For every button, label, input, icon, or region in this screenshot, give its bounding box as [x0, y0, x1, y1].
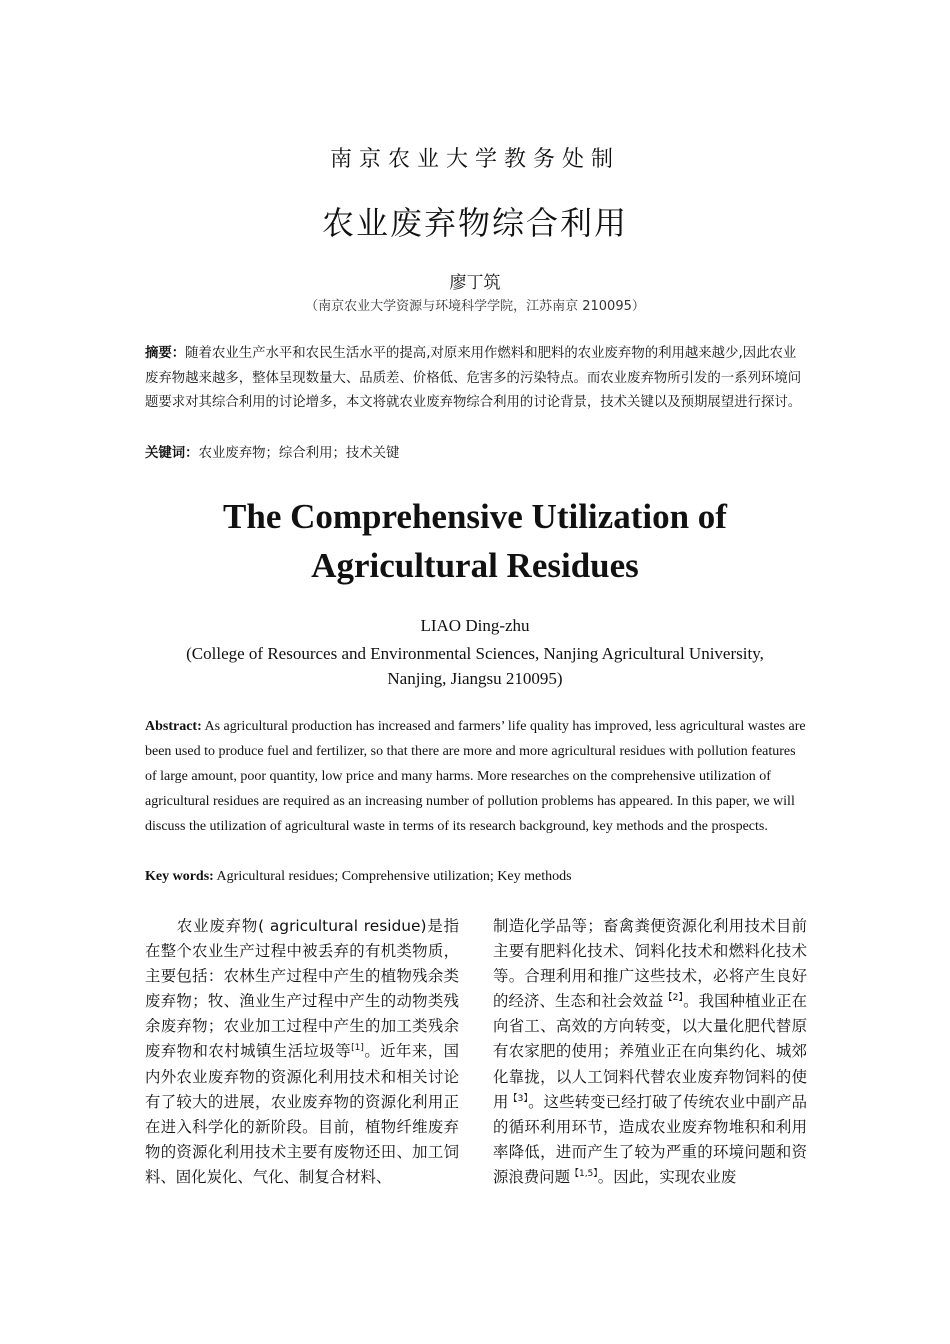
- body-column-left: [145, 914, 459, 1190]
- body-left-text-1: 农业废弃物( agricultural residue)是指在整个农业生产过程中被丢弃的有机类物质，主要包括：农林生产过程中产生的植物残余类废弃物；牧、渔业生产过程中产生的动物类残余废弃物；农业加工过程中产生的加工类残余废弃物和农村城镇生活垃圾等: [145, 917, 459, 1061]
- issuer-header: 南京农业大学教务处制: [329, 147, 620, 172]
- citation-1: [1]: [351, 1043, 364, 1054]
- cn-title: 农业废弃物综合利用: [321, 204, 628, 242]
- body-column-right: [493, 914, 807, 1190]
- cn-abstract-label: 摘要：: [145, 346, 186, 361]
- citation-2: 【2】: [663, 993, 684, 1004]
- cn-affiliation: （南京农业大学资源与环境科学学院，江苏南京 210095）: [305, 299, 645, 314]
- en-keywords: [145, 864, 810, 889]
- cn-abstract: [145, 342, 807, 416]
- body-right-text-3: 。这些转变已经打破了传统农业中副产品的循环利用环节，造成农业废弃物堆积和利用率降低，进而产生了较为严重的环境问题和资源浪费问题: [493, 1092, 807, 1186]
- en-abstract-text: As agricultural production has increased and farmers’ life quality has improved, less agricultural wastes are been used to produce fuel and fertilizer, so that there are more and more agricultural residues with pollution features of large amount, poor quantity, low price and many harms. More researches on the comprehensive utilization of agricultural residues are required as an increasing number of pollution problems has appeared. In this paper, we will discuss the utilization of agricultural waste in terms of its research background, key methods and the prospects.: [145, 719, 806, 834]
- en-keywords-text: Agricultural residues; Comprehensive utilization; Key methods: [213, 869, 572, 884]
- body-right-text-4: 。因此，实现农业废: [597, 1167, 737, 1186]
- body-left-text-2: 。近年来，国内外农业废弃物的资源化利用技术和相关讨论有了较大的进展，农业废弃物的资源化利用正在进入科学化的新阶段。目前，植物纤维废弃物的资源化利用技术主要有废物还田、加工饲料、固化炭化、气化、制复合材料、: [145, 1042, 459, 1186]
- en-author: LIAO Ding-zhu: [420, 616, 530, 635]
- cn-abstract-text: 随着农业生产水平和农民生活水平的提高,对原来用作燃料和肥料的农业废弃物的利用越来越少,因此农业废弃物越来越多，整体呈现数量大、品质差、价格低、危害多的污染特点。而农业废弃物所引发的一系列环境问题要求对其综合利用的讨论增多，本文将就农业废弃物综合利用的讨论背景，技术关键以及预期展望进行探讨。: [145, 346, 802, 410]
- en-abstract: [145, 714, 810, 839]
- cn-author: 廖丁筑: [449, 273, 501, 293]
- body-right-text-1: 制造化学品等；畜禽粪便资源化利用技术目前主要有肥料化技术、饲料化技术和燃料化技术等。合理利用和推广这些技术，必将产生良好的经济、生态和社会效益: [493, 917, 807, 1011]
- cn-keywords-label: 关键词：: [145, 446, 199, 461]
- en-title: [0, 492, 950, 590]
- en-keywords-label: Key words:: [145, 869, 214, 884]
- body-right-text-2: 。我国种植业正在向省工、高效的方向转变，以大量化肥代替原有农家肥的使用；养殖业正在向集约化、城郊化靠拢，以人工饲料代替农业废弃物饲料的使用: [493, 992, 807, 1111]
- en-title-line2: Agricultural Residues: [311, 546, 639, 585]
- cn-keywords: [145, 442, 807, 466]
- citation-3: 【3】: [508, 1093, 529, 1104]
- en-title-line1: The Comprehensive Utilization of: [223, 497, 727, 536]
- en-abstract-label: Abstract:: [145, 719, 202, 734]
- cn-keywords-text: 农业废弃物；综合利用；技术关键: [198, 446, 400, 461]
- en-affiliation: (College of Resources and Environmental Sciences, Nanjing Agricultural University, Nanjing, Jiangsu 210095): [186, 644, 764, 688]
- citation-4: 【1,5】: [569, 1168, 598, 1179]
